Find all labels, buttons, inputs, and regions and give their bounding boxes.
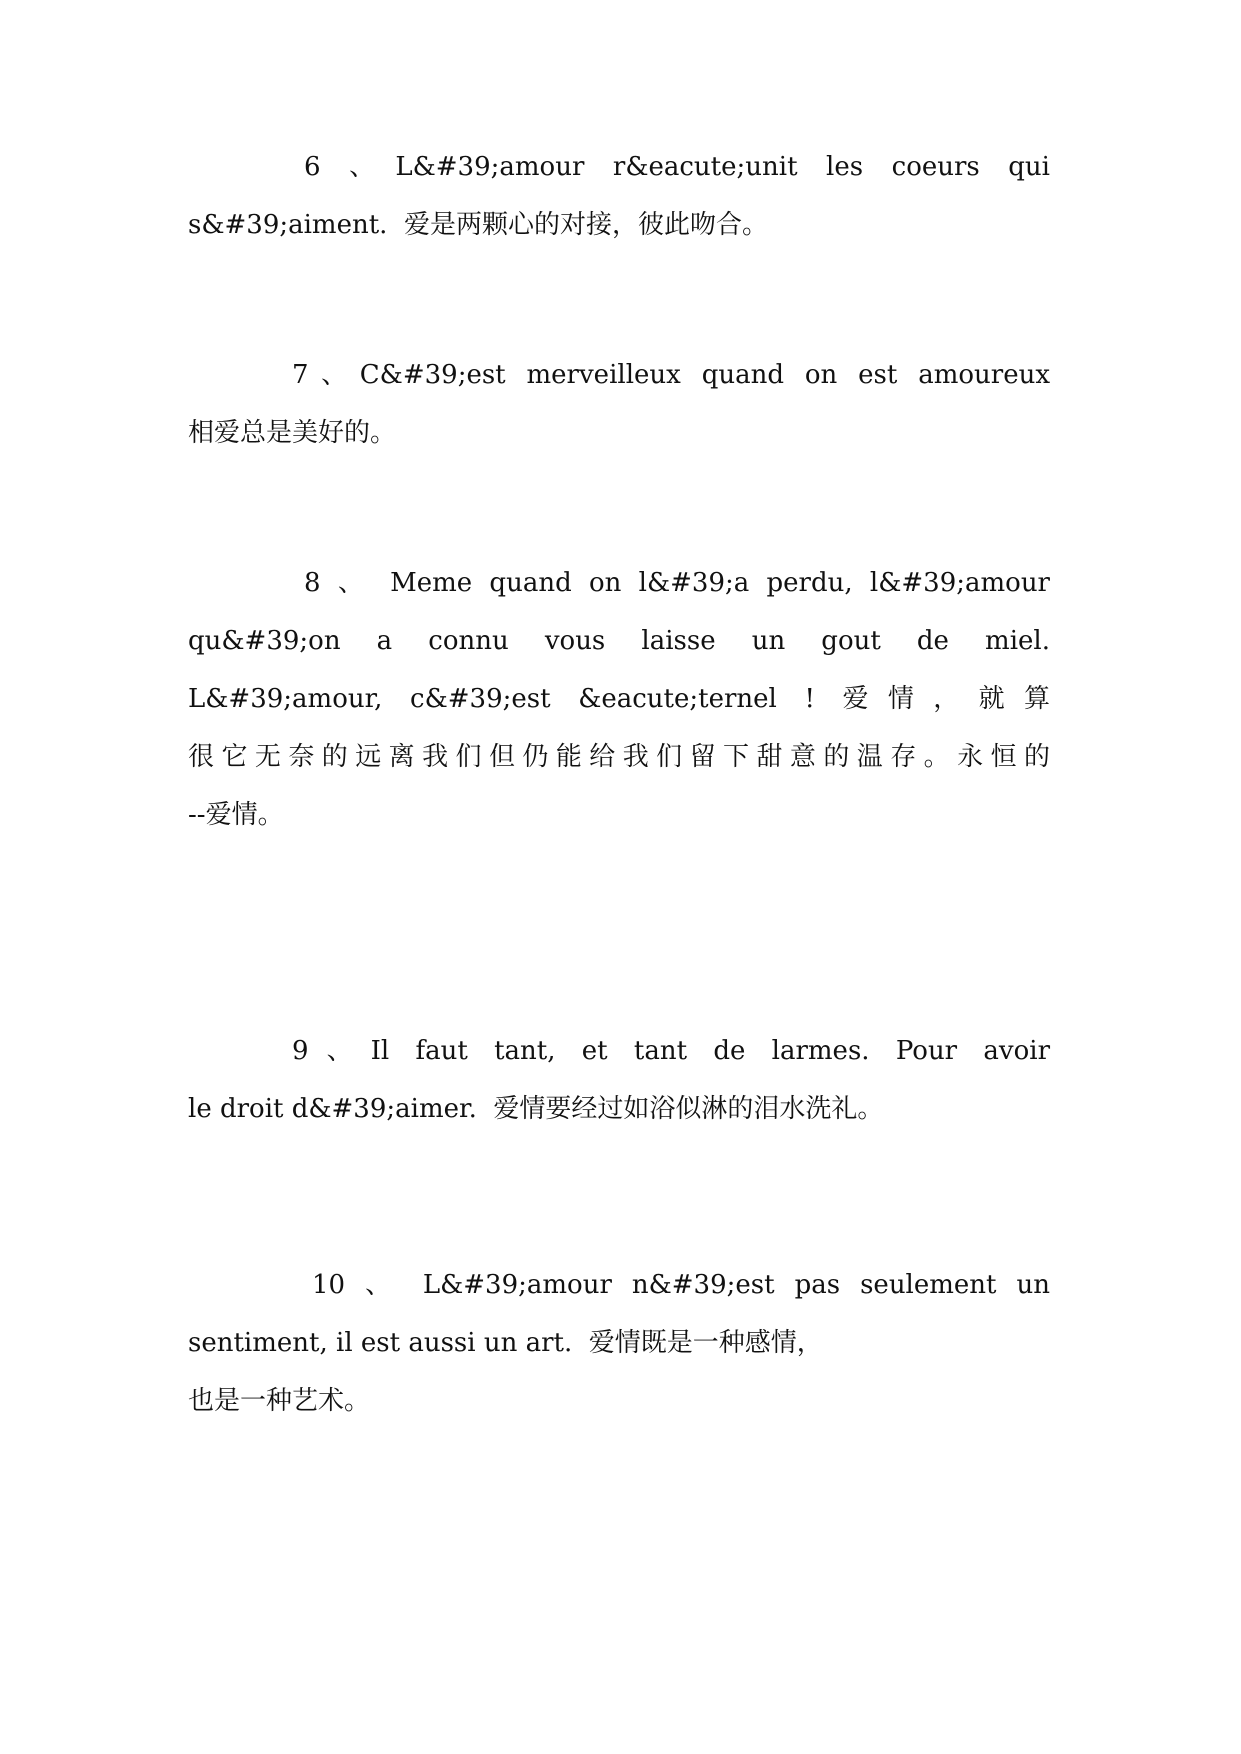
list-item-10 bbox=[188, 1256, 1050, 1430]
item-6-line-1: 6 、L&#39;amour r&eacute;unit les coeurs qui bbox=[304, 152, 1050, 182]
item-8-line-3: L&#39;amour, c&#39;est &eacute;ternel ! 爱情，就算 bbox=[188, 684, 1050, 714]
list-item-9 bbox=[188, 1022, 1050, 1138]
item-8-line-4: 很它无奈的远离我们但仍能给我们留下甜意的温存。永恒的 bbox=[188, 742, 1050, 772]
item-10-line-1: 10 、 L&#39;amour n&#39;est pas seulement un bbox=[312, 1270, 1050, 1300]
item-7-line-1: 7、C&#39;est merveilleux quand on est amoureux bbox=[292, 360, 1050, 390]
list-item-7 bbox=[188, 346, 1050, 462]
item-7-line-2: 相爱总是美好的。 bbox=[188, 418, 397, 448]
list-item-8 bbox=[188, 554, 1050, 844]
item-8-line-5: --爱情。 bbox=[188, 800, 284, 830]
item-8-line-1: 8 、 Meme quand on l&#39;a perdu, l&#39;amour bbox=[304, 568, 1050, 598]
list-item-6 bbox=[188, 138, 1050, 254]
item-9-line-1: 9、Il faut tant, et tant de larmes. Pour avoir bbox=[292, 1036, 1050, 1066]
item-9-line-2: le droit d&#39;aimer. 爱情要经过如浴似淋的泪水洗礼。 bbox=[188, 1094, 884, 1124]
item-8-line-2: qu&#39;on a connu vous laisse un gout de miel. bbox=[188, 626, 1050, 656]
item-10-line-3: 也是一种艺术。 bbox=[188, 1386, 371, 1416]
item-10-line-2: sentiment, il est aussi un art. 爱情既是一种感情， bbox=[188, 1328, 823, 1358]
item-6-line-2: s&#39;aiment. 爱是两颗心的对接，彼此吻合。 bbox=[188, 210, 768, 240]
